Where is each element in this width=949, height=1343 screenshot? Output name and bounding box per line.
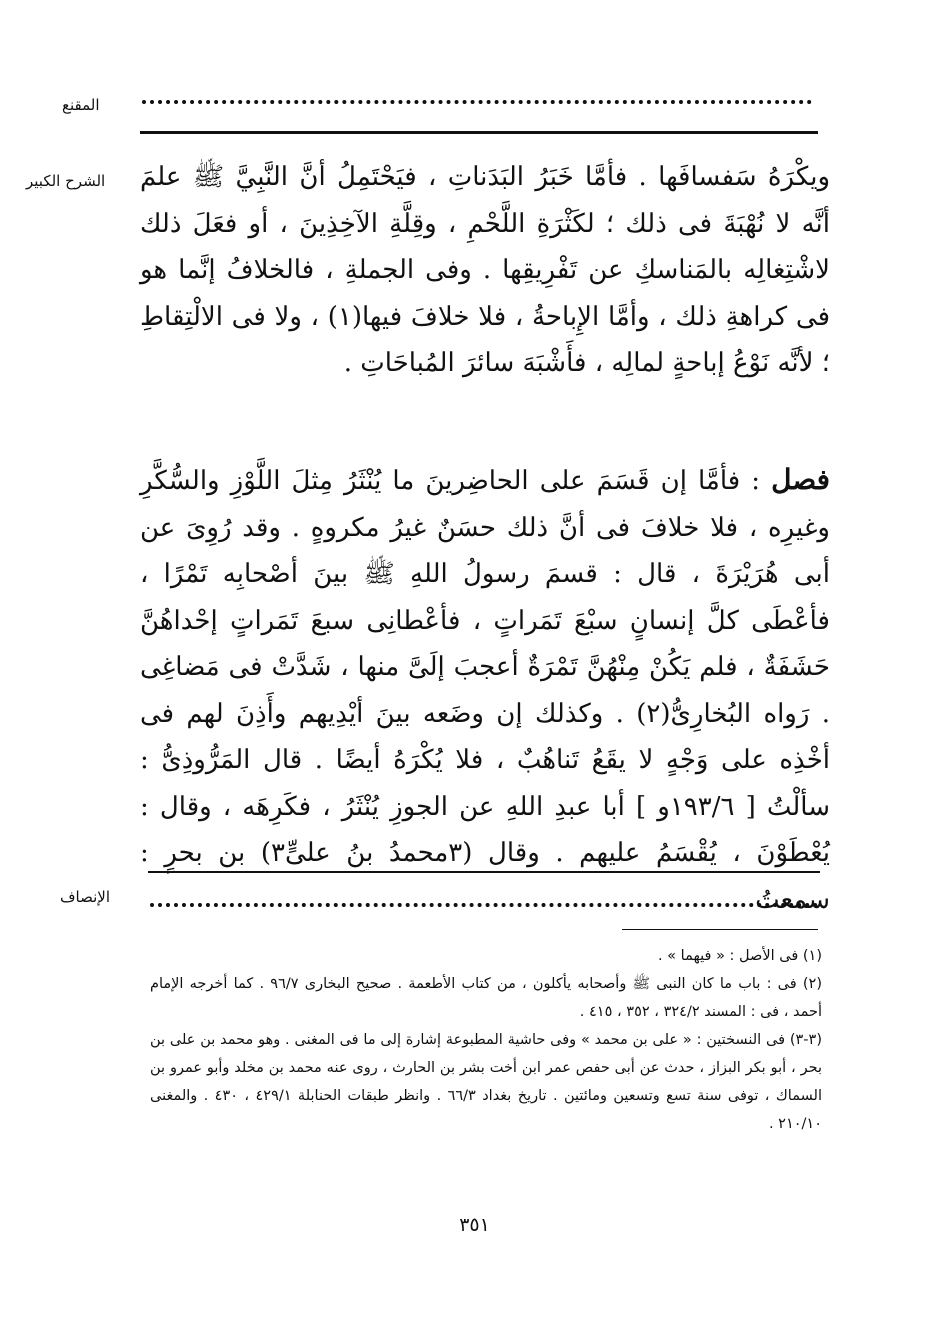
section-2-body: : فأمَّا إن قَسَمَ على الحاضِرينَ ما يُنْثَرُ مِثلَ اللَّوْزِ والسُّكَّرِ وغيرِه ، فلا خلافَ فى أنَّ ذلك حسَنٌ غيرُ مكروهٍ . وقد رُوِىَ عن أبى هُرَيْرَةَ ، قال : قسمَ رسولُ اللهِ ﷺ بينَ أصْحابِه تَمْرًا ، فأعْطَى كلَّ إنسانٍ سبْعَ تَمَراتٍ ، فأعْطانِى سبعَ تَمَراتٍ إحْداهُنَّ حَشَفَةٌ ، فلم يَكُنْ مِنْهُنَّ تَمْرَةٌ أعجبَ إلَىَّ منها ، شَدَّتْ فى مَضاغِى . رَواه البُخارِىُّ(٢) . وكذلك إن وضَعه بينَ أيْدِيهم وأَذِنَ لهم فى أخْذِه على وَجْهٍ لا يقَعُ تَناهُبٌ ، فلا يُكْرَهُ أيضًا . قال المَرُّوذِىُّ : سألْتُ [ ١٩٣/٦و ] أبا عبدِ اللهِ عن الجوزِ يُنْثَرُ ، فكَرِهَه ، وقال : يُعْطَوْنَ ، يُقْسَمُ عليهم . وقال (٣محمدُ بنُ علىٍّ٣) بن بحرٍ : سمعتُ	[140, 466, 831, 915]
side-label-sharh: الشرح الكبير	[26, 172, 106, 190]
footnote-rule	[622, 929, 818, 930]
page-number: ٣٥١	[459, 1214, 490, 1236]
fasl-heading: فصل	[771, 463, 830, 496]
section-2-paragraph	[140, 457, 830, 923]
header-label-muqni: المقنع	[62, 96, 100, 114]
header-dotted-line	[142, 100, 812, 104]
header-rule	[140, 131, 818, 134]
footnote-3: (٣-٣) فى النسختين : « على بن محمد » وفى حاشية المطبوعة إشارة إلى ما فى المغنى . وهو محمد بن على بن بحر ، أبو بكر البزاز ، حدث عن أبى حفص عمر ابن أخت بشر بن الحارث ، روى عنه محمد بن مخلد وأبو عمرو بن السماك ، توفى سنة تسع وتسعين ومائتين . تاريخ بغداد ٦٦/٣ . وانظر طبقات الحنابلة ٤٢٩/١ ، ٤٣٠ . والمغنى ٢١٠/١٠ .	[150, 1032, 822, 1132]
section-1-text-block	[140, 154, 830, 387]
insaf-dotted-line	[150, 903, 818, 907]
section-divider-rule	[148, 871, 820, 873]
footnote-2: (٢) فى : باب ما كان النبى ﷺ وأصحابه يأكلون ، من كتاب الأطعمة . صحيح البخارى ٩٦/٧ . كما أخرجه الإمام أحمد ، فى : المسند ٣٢٤/٢ ، ٣٥٢ ، ٤١٥ .	[150, 976, 822, 1020]
footnotes-block	[150, 942, 822, 1138]
section-1-paragraph: ويكْرَهُ سَفسافَها . فأمَّا خَبَرُ البَدَناتِ ، فيَحْتَمِلُ أنَّ النَّبِيَّ ﷺ علمَ أنَّه لا نُهْبَةَ فى ذلك ؛ لكَثْرَةِ اللَّحْمِ ، وقِلَّةِ الآخِذِينَ ، أو فعَلَ ذلك لاشْتِغالِه بالمَناسكِ عن تَفْرِيقِها . وفى الجملةِ ، فالخلافُ إنَّما هو فى كراهةِ ذلك ، وأمَّا الإِباحةُ ، فلا خلافَ فيها(١) ، ولا فى الالْتِقاطِ ؛ لأنَّه نَوْعُ إباحةٍ لمالِه ، فأَشْبَهَ سائرَ المُباحَاتِ .	[140, 162, 830, 378]
footnote-1: (١) فى الأصل : « فيهما » .	[657, 948, 822, 964]
section-2-text-block	[140, 457, 830, 923]
side-label-insaf: الإنصاف	[60, 888, 111, 906]
